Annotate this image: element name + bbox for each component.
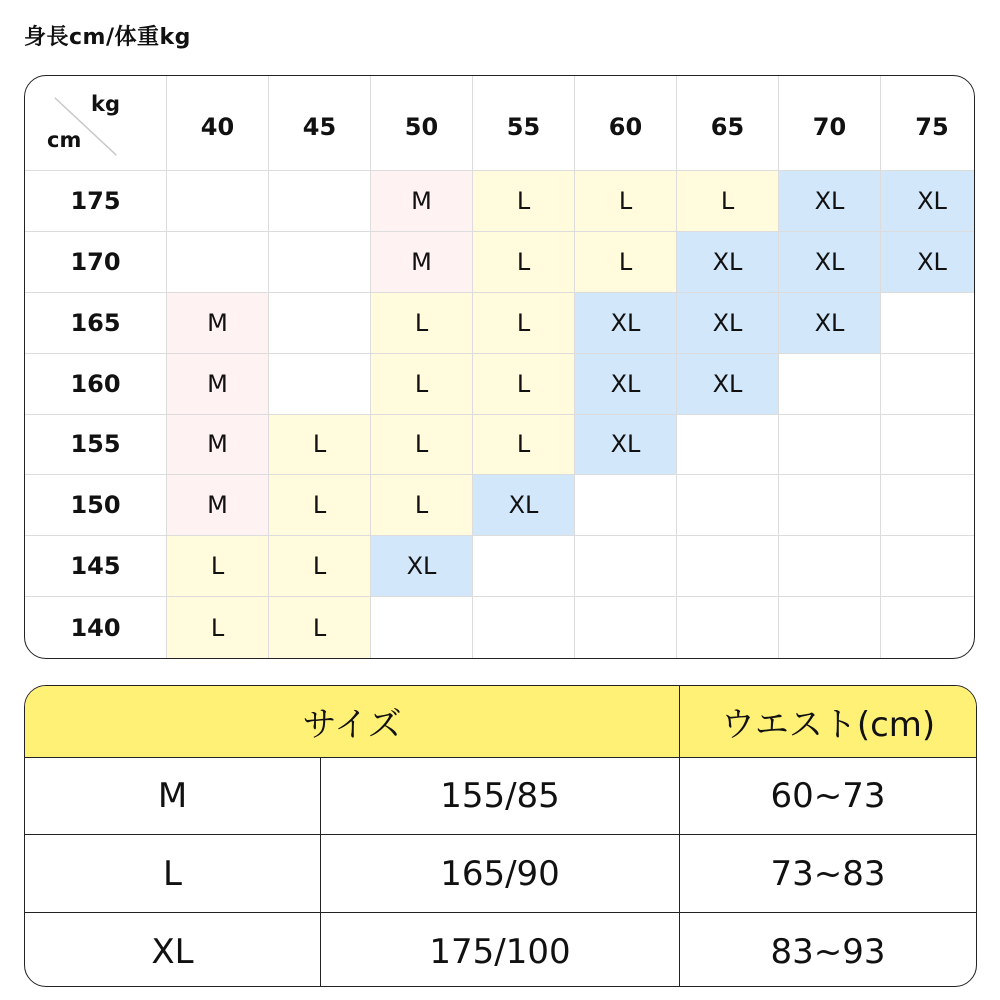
size-grid-cell: XL: [575, 415, 677, 476]
size-grid-cell: [371, 597, 473, 658]
size-grid-cell: [677, 597, 779, 658]
size-grid-cell: [779, 415, 881, 476]
size-cell: M: [25, 757, 321, 834]
size-grid-cell: L: [269, 536, 371, 597]
size-grid-cell: L: [575, 171, 677, 232]
size-cell: L: [25, 835, 321, 912]
diagonal-divider: [25, 76, 166, 170]
size-grid-cell: [575, 536, 677, 597]
height-header: 165: [25, 293, 167, 354]
size-grid-cell: L: [371, 415, 473, 476]
waist-cell: 60~73: [770, 775, 886, 816]
size-grid-cell: XL: [575, 354, 677, 415]
size-grid-cell: M: [371, 171, 473, 232]
size-grid-cell: L: [167, 536, 269, 597]
size-grid-cell: [779, 597, 881, 658]
grid-corner: [25, 76, 167, 171]
size-grid-cell: [881, 475, 975, 536]
size-grid-cell: L: [677, 171, 779, 232]
table-row: [25, 757, 976, 835]
spec-cell: 175/100: [321, 913, 680, 987]
size-grid-cell: [881, 536, 975, 597]
size-grid-cell: L: [269, 597, 371, 658]
size-grid-cell: [881, 354, 975, 415]
size-grid-cell: [269, 171, 371, 232]
height-header: 140: [25, 597, 167, 658]
size-grid-cell: [575, 475, 677, 536]
size-cell: XL: [25, 913, 321, 987]
size-grid-cell: [779, 354, 881, 415]
size-grid-cell: [881, 415, 975, 476]
size-grid-cell: L: [473, 171, 575, 232]
size-grid-cell: L: [371, 475, 473, 536]
size-grid-cell: XL: [779, 232, 881, 293]
size-grid-cell: [473, 536, 575, 597]
weight-header: 75: [881, 76, 975, 171]
size-grid-cell: XL: [881, 232, 975, 293]
weight-header: 50: [371, 76, 473, 171]
height-header: 160: [25, 354, 167, 415]
size-grid-cell: L: [371, 293, 473, 354]
size-grid-cell: L: [473, 293, 575, 354]
weight-header: 65: [677, 76, 779, 171]
size-grid-cell: L: [473, 415, 575, 476]
size-grid-cell: [779, 475, 881, 536]
size-grid-cell: L: [371, 354, 473, 415]
size-grid-cell: XL: [779, 171, 881, 232]
weight-header: 40: [167, 76, 269, 171]
size-grid-cell: L: [575, 232, 677, 293]
weight-header: 45: [269, 76, 371, 171]
spec-cell: 165/90: [321, 835, 680, 912]
size-grid-cell: [269, 354, 371, 415]
table-row: [25, 835, 976, 913]
size-grid-cell: [881, 597, 975, 658]
height-header: 175: [25, 171, 167, 232]
size-grid-cell: [167, 171, 269, 232]
size-grid-cell: [167, 232, 269, 293]
size-grid-cell: [473, 597, 575, 658]
waist-cell: 73~83: [770, 853, 886, 894]
size-grid-cell: L: [269, 475, 371, 536]
size-grid-cell: M: [167, 475, 269, 536]
size-table-header: [25, 686, 976, 758]
height-weight-grid: [25, 76, 975, 658]
size-grid-cell: [677, 475, 779, 536]
height-header: 150: [25, 475, 167, 536]
size-grid-cell: M: [167, 293, 269, 354]
weight-header: 60: [575, 76, 677, 171]
size-grid-cell: [269, 232, 371, 293]
corner-cm-label: cm: [47, 128, 82, 152]
weight-header: 70: [779, 76, 881, 171]
size-grid-cell: XL: [575, 293, 677, 354]
size-grid-cell: XL: [779, 293, 881, 354]
table-row: [25, 913, 976, 987]
weight-header: 55: [473, 76, 575, 171]
size-grid-cell: M: [167, 354, 269, 415]
size-grid-cell: XL: [677, 354, 779, 415]
size-grid-cell: M: [167, 415, 269, 476]
size-grid-cell: XL: [881, 171, 975, 232]
height-header: 170: [25, 232, 167, 293]
size-grid-cell: M: [371, 232, 473, 293]
page-heading: 身長cm/体重kg: [24, 25, 191, 50]
size-grid-cell: [575, 597, 677, 658]
header-waist: ウエスト(cm): [720, 705, 936, 745]
corner-kg-label: kg: [91, 92, 120, 116]
size-grid-cell: [881, 293, 975, 354]
header-size: サイズ: [25, 686, 680, 757]
size-grid-cell: L: [167, 597, 269, 658]
waist-cell: 83~93: [770, 932, 886, 972]
size-grid-cell: XL: [473, 475, 575, 536]
size-grid-cell: XL: [371, 536, 473, 597]
height-header: 155: [25, 415, 167, 476]
size-grid-cell: [269, 293, 371, 354]
size-grid-cell: L: [473, 232, 575, 293]
size-table-card: [24, 685, 977, 987]
size-grid-cell: [677, 536, 779, 597]
size-grid-cell: L: [473, 354, 575, 415]
size-grid-cell: [677, 415, 779, 476]
size-grid-cell: XL: [677, 232, 779, 293]
height-header: 145: [25, 536, 167, 597]
size-grid-cell: L: [269, 415, 371, 476]
size-grid-cell: [779, 536, 881, 597]
size-grid-card: [24, 75, 975, 659]
size-grid-cell: XL: [677, 293, 779, 354]
spec-cell: 155/85: [321, 757, 680, 834]
